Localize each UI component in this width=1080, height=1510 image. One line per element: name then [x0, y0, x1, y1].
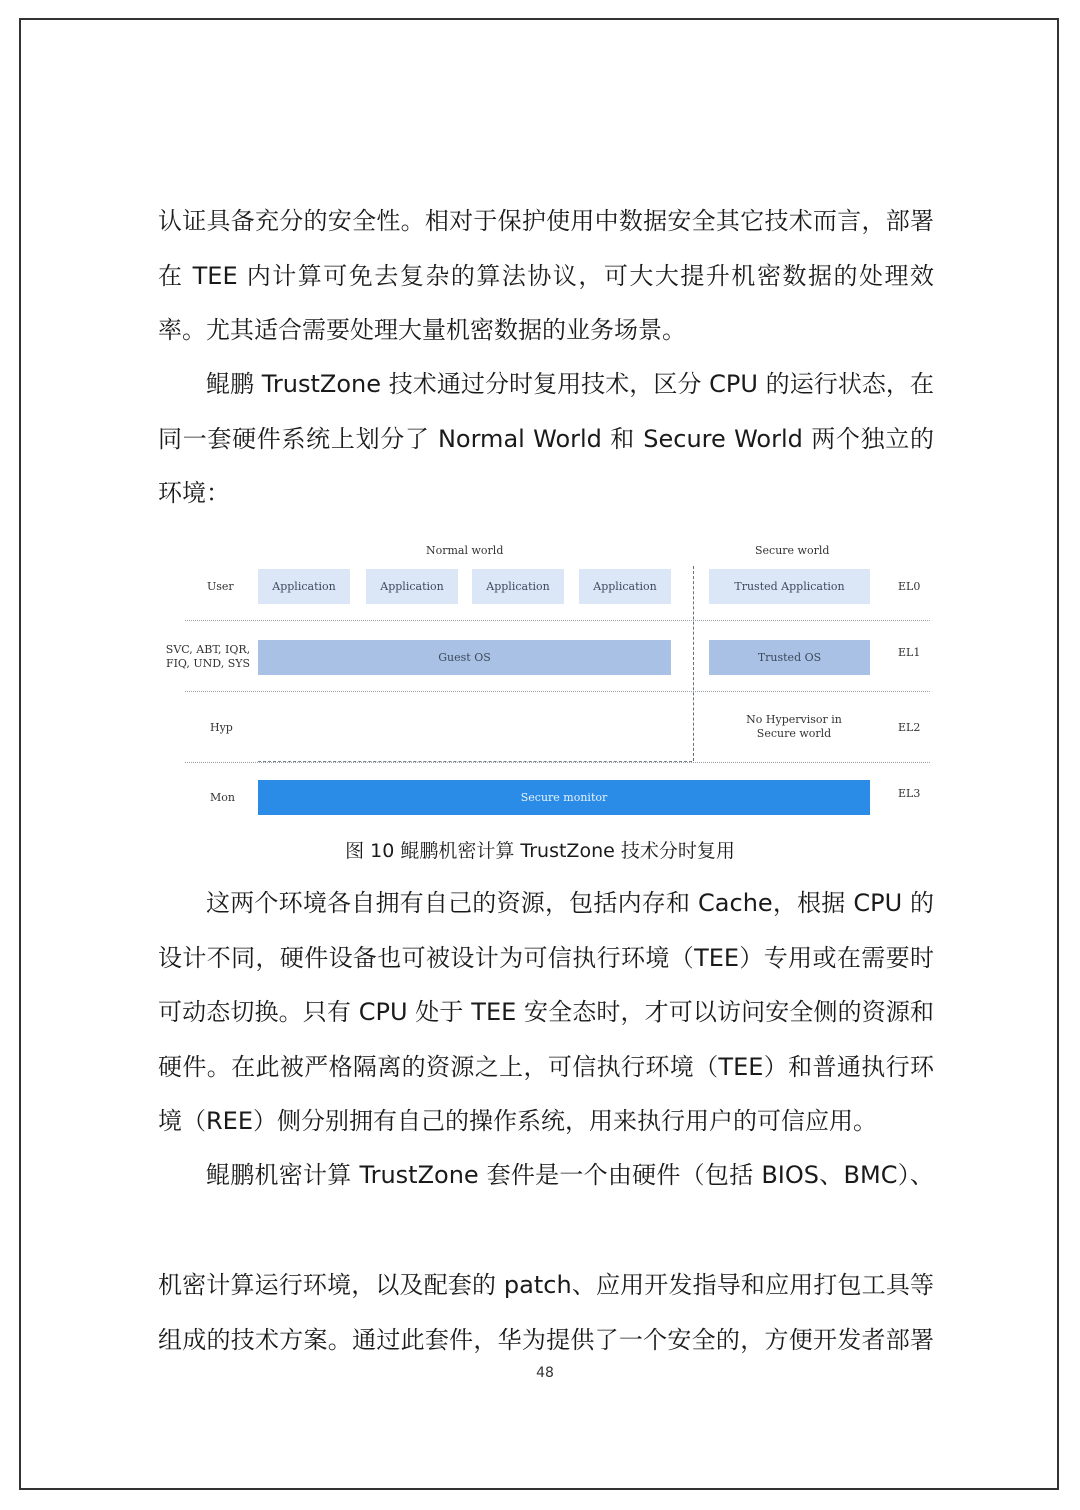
application-box: Application: [366, 569, 458, 604]
row-label-hyp: Hyp: [210, 721, 233, 734]
paragraph-2: 鲲鹏 TrustZone 技术通过分时复用技术，区分 CPU 的运行状态，在同一套硬件系统上划分了 Normal World 和 Secure World 两个独立的环境：: [158, 370, 934, 508]
no-hypervisor-note: No Hypervisor in Secure world: [746, 713, 842, 740]
secure-monitor-box: Secure monitor: [258, 780, 870, 815]
secure-world-label: Secure world: [755, 544, 830, 557]
paragraph-5: 机密计算运行环境，以及配套的 patch、应用开发指导和应用打包工具等组成的技术方案。通过此套件，华为提供了一个安全的，方便开发者部署: [158, 1271, 934, 1354]
page-number: 48: [536, 1365, 554, 1381]
paragraph-4: 鲲鹏机密计算 TrustZone 套件是一个由硬件（包括 BIOS、BMC）、: [206, 1161, 934, 1189]
el0-label: EL0: [898, 580, 921, 593]
application-box: Application: [579, 569, 671, 604]
row-divider: [185, 620, 930, 621]
row-label-mon: Mon: [210, 791, 235, 804]
row-divider: [185, 762, 930, 763]
paragraph-1: 认证具备充分的安全性。相对于保护使用中数据安全其它技术而言，部署在 TEE 内计算可免去复杂的算法协议，可大大提升机密数据的处理效率。尤其适合需要处理大量机密数据的业务场景。: [158, 207, 934, 345]
trustzone-diagram: [160, 536, 940, 826]
el1-label: EL1: [898, 646, 921, 659]
normal-world-label: Normal world: [426, 544, 504, 557]
application-box: Application: [472, 569, 564, 604]
guest-os-box: Guest OS: [258, 640, 671, 675]
row-divider: [185, 691, 930, 692]
trusted-os-box: Trusted OS: [709, 640, 870, 675]
application-box: Application: [258, 569, 350, 604]
row-label-svc: SVC, ABT, IQR, FIQ, UND, SYS: [165, 643, 251, 670]
paragraph-3: 这两个环境各自拥有自己的资源，包括内存和 Cache，根据 CPU 的设计不同，硬件设备也可被设计为可信执行环境（TEE）专用或在需要时可动态切换。只有 CPU 处于 TEE 安全态时，才可以访问安全侧的资源和硬件。在此被严格隔离的资源之上，可信执行环境（TEE）和普通执行环境（REE）侧分别拥有自己的操作系统，用来执行用户的可信应用。: [158, 889, 934, 1136]
trusted-application-box: Trusted Application: [709, 569, 870, 604]
el3-label: EL3: [898, 787, 921, 800]
el2-label: EL2: [898, 721, 921, 734]
row-label-user: User: [207, 580, 234, 593]
figure-caption: 图 10 鲲鹏机密计算 TrustZone 技术分时复用: [345, 840, 735, 862]
world-separator: [693, 566, 694, 761]
